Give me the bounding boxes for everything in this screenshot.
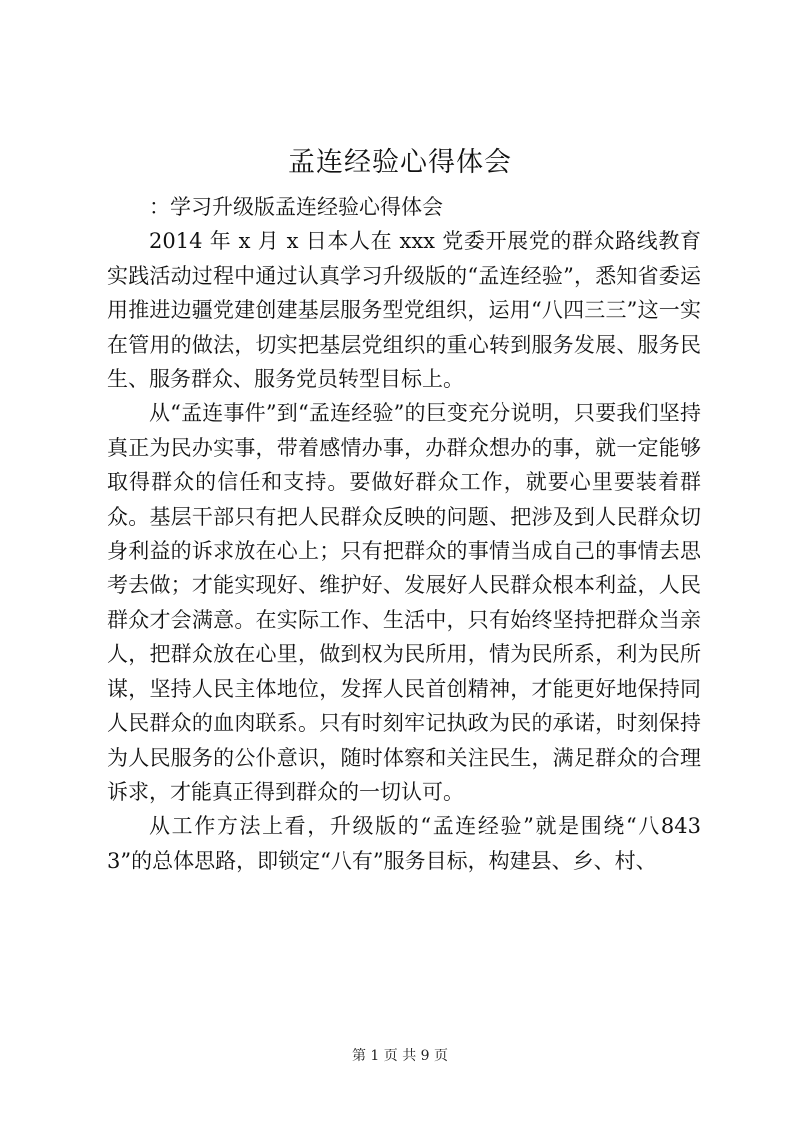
document-subtitle: ：学习升级版孟连经验心得体会 xyxy=(149,195,443,219)
document-title: 孟连经验心得体会 xyxy=(288,147,512,178)
document-body xyxy=(107,190,701,878)
paragraph: 从“孟连事件”到“孟连经验”的巨变充分说明，只要我们坚持真正为民办实事，带着感情办事，办群众想办的事，就一定能够取得群众的信任和支持。要做好群众工作，就要心里要装着群众。基层干部只有把人民群众反映的问题、把涉及到人民群众切身利益的诉求放在心上；只有把群众的事情当成自己的事情去思考去做；才能实现好、维护好、发展好人民群众根本利益，人民群众才会满意。在实际工作、生活中，只有始终坚持把群众当亲人，把群众放在心里，做到权为民所用，情为民所系，利为民所谋，坚持人民主体地位，发挥人民首创精神，才能更好地保持同人民群众的血肉联系。只有时刻牢记执政为民的承诺，时刻保持为人民服务的公仆意识，随时体察和关注民生，满足群众的合理诉求，才能真正得到群众的一切认可。 xyxy=(107,401,701,804)
paragraph: 从工作方法上看，升级版的“孟连经验”就是围绕“八8433”的总体思路，即锁定“八有”服务目标，构建县、乡、村、 xyxy=(107,814,701,873)
paragraph: 2014 年 x 月 x 日本人在 xxx 党委开展党的群众路线教育实践活动过程中通过认真学习升级版的“孟连经验”，悉知省委运用推进边疆党建创建基层服务型党组织，运用“八四三三”这一实在管用的做法，切实把基层党组织的重心转到服务发展、服务民生、服务群众、服务党员转型目标上。 xyxy=(107,229,701,392)
page-number-footer: 第 1 页 共 9 页 xyxy=(351,1048,449,1064)
